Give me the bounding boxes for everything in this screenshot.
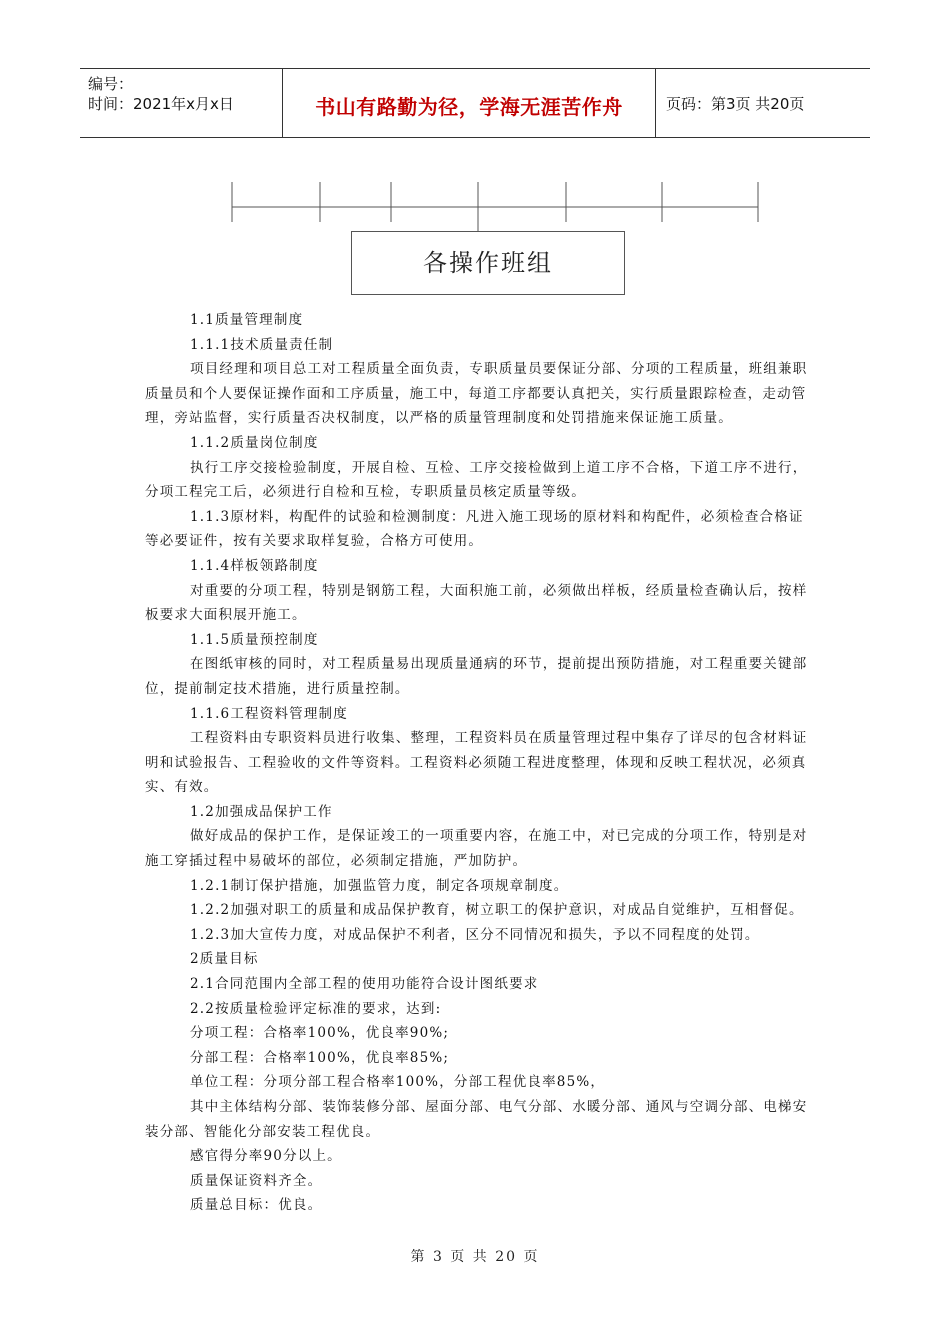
- paragraph: 质量保证资料齐全。: [190, 1172, 323, 1189]
- paragraph: 项目经理和项目总工对工程质量全面负责，专职质量员要保证分部、分项的工程质量，班组兼职质量员和个人要保证操作面和工序质量，施工中，每道工序都要认真把关，实行质量跟踪检查，走动管理，旁站监督，实行质量否决权制度，以严格的质量管理制度和处罚措施来保证施工质量。: [145, 361, 808, 427]
- header-motto-cell: [282, 69, 656, 137]
- subsection-heading: 1.1.1技术质量责任制: [190, 336, 334, 353]
- paragraph: 在图纸审核的同时，对工程质量易出现质量通病的环节，提前提出预防措施，对工程重要关键部位，提前制定技术措施，进行质量控制。: [145, 656, 808, 697]
- paragraph: 其中主体结构分部、装饰装修分部、屋面分部、电气分部、水暖分部、通风与空调分部、电梯安装分部、智能化分部安装工程优良。: [145, 1099, 808, 1140]
- paragraph: 1.2.2加强对职工的质量和成品保护教育，树立职工的保护意识，对成品自觉维护，互相督促。: [190, 902, 804, 919]
- paragraph: 1.2.1制订保护措施，加强监管力度，制定各项规章制度。: [190, 877, 569, 894]
- subsection-heading: 1.1.6工程资料管理制度: [190, 705, 348, 722]
- header-motto: 书山有路勤为径，学海无涯苦作舟: [315, 95, 623, 119]
- header-page-info: 页码：第3页 共20页: [666, 95, 805, 113]
- org-chart-box: 各操作班组: [351, 231, 625, 295]
- paragraph: 感官得分率90分以上。: [190, 1148, 342, 1165]
- paragraph: 执行工序交接检验制度，开展自检、互检、工序交接检做到上道工序不合格，下道工序不进行，分项工程完工后，必须进行自检和互检，专职质量员核定质量等级。: [145, 459, 808, 501]
- document-number-label: 编号：: [88, 75, 134, 93]
- paragraph: 2.1合同范围内全部工程的使用功能符合设计图纸要求: [190, 976, 539, 993]
- subsection-heading: 1.1.5质量预控制度: [190, 631, 319, 648]
- paragraph: 对重要的分项工程，特别是钢筋工程，大面积施工前，必须做出样板，经质量检查确认后，按样板要求大面积展开施工。: [145, 582, 808, 624]
- header-page-cell: [656, 69, 870, 137]
- paragraph: 工程资料由专职资料员进行收集、整理，工程资料员在质量管理过程中集存了详尽的包含材料证明和试验报告、工程验收的文件等资料。工程资料必须随工程进度整理，体现和反映工程状况，必须真实、有效。: [145, 730, 808, 796]
- subsection-heading: 1.1.4样板领路制度: [190, 557, 319, 574]
- paragraph: 1.2.3加大宣传力度，对成品保护不利者，区分不同情况和损失，予以不同程度的处罚。: [190, 926, 760, 943]
- page-footer: 第 3 页 共 20 页: [410, 1249, 540, 1265]
- section-heading: 1.1质量管理制度: [190, 312, 304, 328]
- paragraph: 分部工程：合格率100%，优良率85%;: [190, 1049, 450, 1066]
- paragraph: 1.1.3原材料，构配件的试验和检测制度：凡进入施工现场的原材料和构配件，必须检查合格证等必要证件，按有关要求取样复验，合格方可使用。: [145, 508, 804, 550]
- page-header: [80, 68, 870, 138]
- subsection-heading: 1.1.2质量岗位制度: [190, 434, 319, 451]
- section-heading: 1.2加强成品保护工作: [190, 803, 333, 820]
- document-time-label: 时间：2021年x月x日: [88, 95, 234, 113]
- paragraph: 质量总目标：优良。: [190, 1197, 323, 1214]
- paragraph: 2.2按质量检验评定标准的要求，达到:: [190, 1000, 442, 1017]
- paragraph: 做好成品的保护工作，是保证竣工的一项重要内容，在施工中，对已完成的分项工作，特别是对施工穿插过程中易破坏的部位，必须制定措施，严加防护。: [145, 828, 808, 870]
- paragraph: 分项工程：合格率100%，优良率90%;: [190, 1025, 450, 1042]
- header-info-cell: [80, 69, 282, 137]
- paragraph: 单位工程：分项分部工程合格率100%，分部工程优良率85%，: [190, 1074, 606, 1091]
- document-body: [145, 308, 815, 1218]
- section-heading: 2质量目标: [190, 951, 259, 968]
